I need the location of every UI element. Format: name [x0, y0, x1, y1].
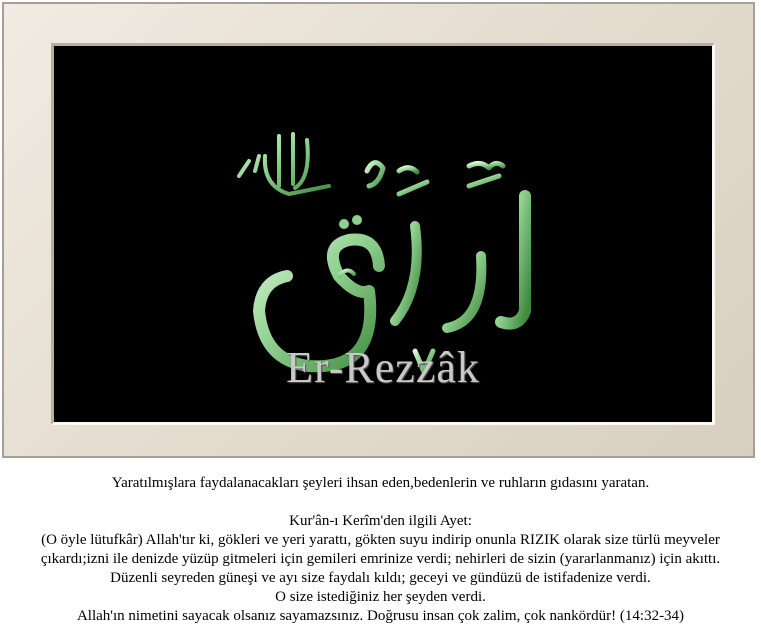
picture-frame: [2, 2, 755, 458]
description-text: Yaratılmışlara faydalanacakları şeyleri ihsan eden,bedenlerin ve ruhların gıdasını yaratan.: [111, 475, 650, 491]
verse-line: Allah'ın nimetini sayacak olsanız sayamazsınız. Doğrusu insan çok zalim, çok nankördür! (14:32-34): [76, 608, 685, 624]
name-latin: Er-Rezzâk: [286, 343, 480, 392]
verse-line: (O öyle lütufkâr) Allah'tır ki, gökleri ve yeri yarattı, gökten suyu indirip onunla RIZIK olarak size türlü meyveler: [41, 532, 720, 548]
verse-line: Düzenli seyreden güneşi ve ayı size faydalı kıldı; geceyi ve gündüzü de istifadenize verdi.: [110, 570, 651, 586]
verse-line: çıkardı;izni ile denizde yüzüp gitmeleri için gemileri emrinize verdi; nehirleri de sizin (yararlanmanız) için akıttı.: [40, 551, 721, 567]
verse-line: O size istediğiniz her şeyden verdi.: [275, 589, 486, 605]
text-block: [0, 474, 761, 626]
verse-heading: Kur'ân-ı Kerîm'den ilgili Ayet:: [289, 513, 472, 529]
calligraphy-panel: [54, 46, 712, 422]
